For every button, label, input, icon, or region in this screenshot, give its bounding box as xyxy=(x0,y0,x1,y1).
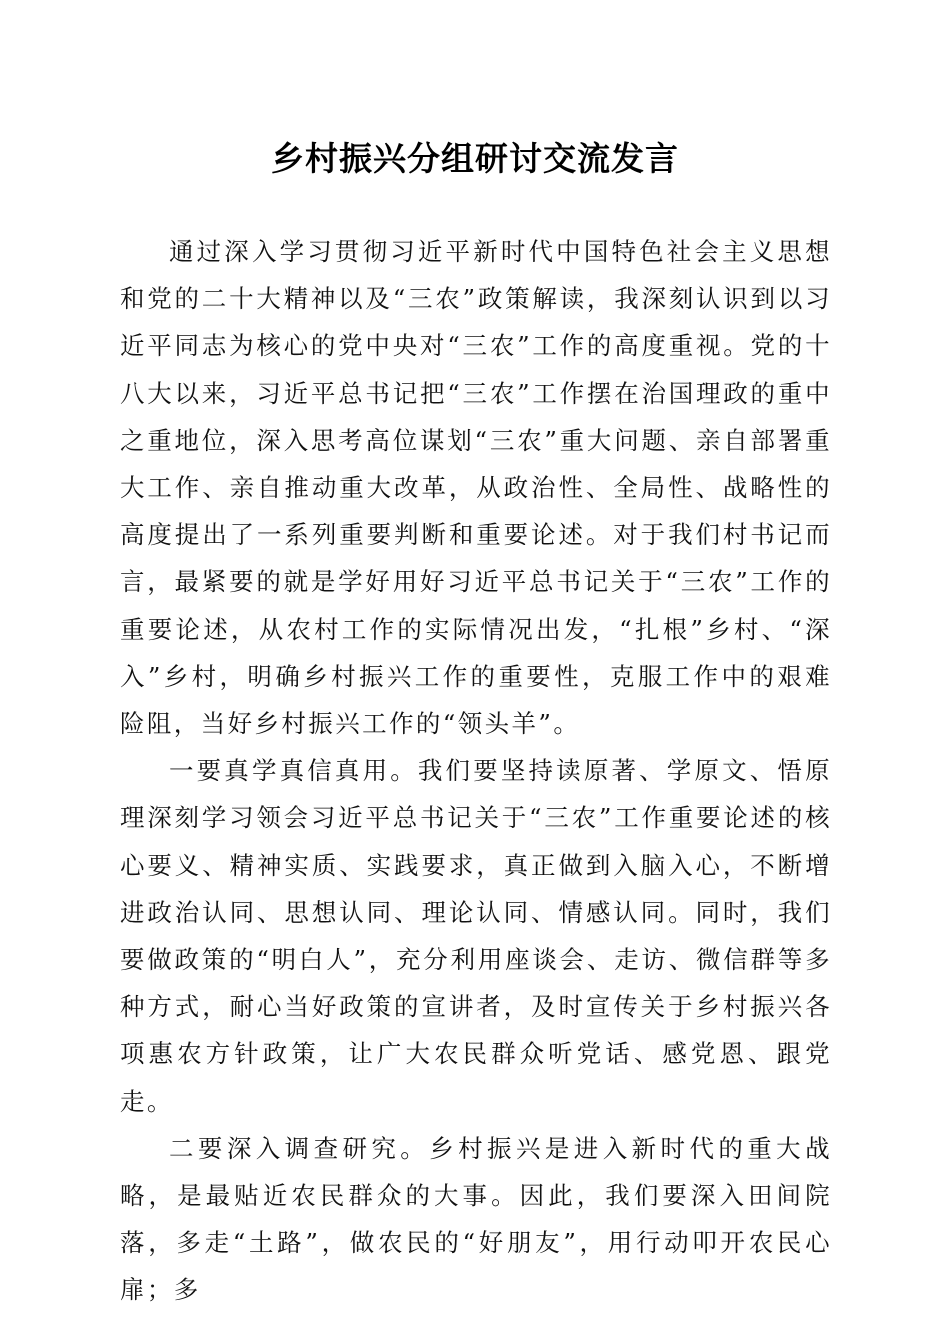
paragraph-point-two: 二要深入调查研究。乡村振兴是进入新时代的重大战略，是最贴近农民群众的大事。因此，我们要深入田间院落，多走“土路”，做农民的“好朋友”，用行动叩开农民心扉；多 xyxy=(120,1133,832,1305)
paragraph-intro: 通过深入学习贯彻习近平新时代中国特色社会主义思想和党的二十大精神以及“三农”政策解读，我深刻认识到以习近平同志为核心的党中央对“三农”工作的高度重视。党的十八大以来，习近平总书记把“三农”工作摆在治国理政的重中之重地位，深入思考高位谋划“三农”重大问题、亲自部署重大工作、亲自推动重大改革，从政治性、全局性、战略性的高度提出了一系列重要判断和重要论述。对于我们村书记而言，最紧要的就是学好用好习近平总书记关于“三农”工作的重要论述，从农村工作的实际情况出发，“扎根”乡村、“深入”乡村，明确乡村振兴工作的重要性，克服工作中的艰难险阻，当好乡村振兴工作的“领头羊”。 xyxy=(120,237,832,739)
document-body xyxy=(120,228,832,1314)
document-title: 乡村振兴分组研讨交流发言 xyxy=(271,139,679,178)
paragraph-point-one: 一要真学真信真用。我们要坚持读原著、学原文、悟原理深刻学习领会习近平总书记关于“三农”工作重要论述的核心要义、精神实质、实践要求，真正做到入脑入心，不断增进政治认同、思想认同、理论认同、情感认同。同时，我们要做政策的“明白人”，充分利用座谈会、走访、微信群等多种方式，耐心当好政策的宣讲者，及时宣传关于乡村振兴各项惠农方针政策，让广大农民群众听党话、感党恩、跟党走。 xyxy=(120,756,832,1116)
